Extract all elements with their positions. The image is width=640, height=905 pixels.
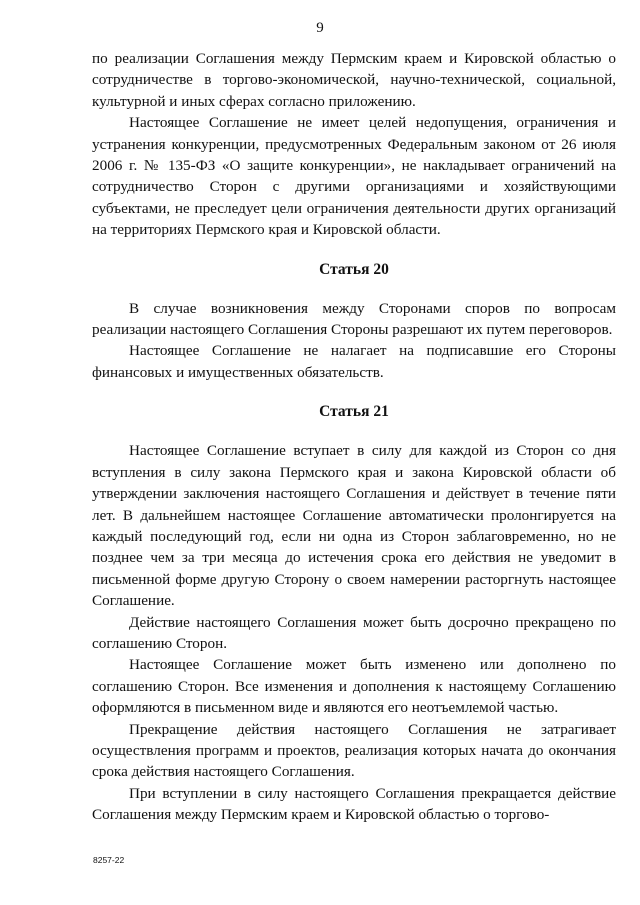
paragraph: Прекращение действия настоящего Соглашения не затрагивает осуществления программ и проектов, реализация которых начата до окончания срока действия настоящего Соглашения. (92, 720, 616, 781)
paragraph: Настоящее Соглашение не имеет целей недопущения, ограничения и устранения конкуренции, предусмотренных Федеральным законом от 26 июля 2006 г. № 135-ФЗ «О защите конкуренции», не накладывает ограничений на сотрудничество Сторон с другими организациями и хозяйствующими субъектами, не преследует цели ограничения деятельности других организаций на территориях Пермского края и Кировской области. (92, 114, 616, 239)
document-body (92, 48, 616, 826)
paragraph: по реализации Соглашения между Пермским краем и Кировской областью о сотрудничестве в торгово-экономической, научно-технической, социальной, культурной и иных сферах согласно приложению. (92, 50, 616, 110)
paragraph: Настоящее Соглашение не налагает на подписавшие его Стороны финансовых и имущественных обязательств. (92, 342, 616, 381)
article-heading: Статья 21 (319, 403, 389, 421)
paragraph: Настоящее Соглашение вступает в силу для каждой из Сторон со дня вступления в силу закона Пермского края и закона Кировской области об утверждении заключения настоящего Соглашения и действует в течение пяти лет. В дальнейшем настоящее Соглашение автоматически пролонгируется на каждый последующий год, если ни одна из Сторон заблаговременно, но не позднее чем за три месяца до истечения срока его действия не уведомит в письменной форме другую Сторону о своем намерении расторгнуть настоящее Соглашение. (92, 442, 616, 610)
paragraph: Настоящее Соглашение может быть изменено или дополнено по соглашению Сторон. Все изменения и дополнения к настоящему Соглашению оформляются в письменном виде и являются его неотъемлемой частью. (92, 656, 616, 717)
paragraph: При вступлении в силу настоящего Соглашения прекращается действие Соглашения между Пермским краем и Кировской областью о торгово- (92, 784, 616, 824)
paragraph: Действие настоящего Соглашения может быть досрочно прекращено по соглашению Сторон. (92, 613, 616, 652)
page-number: 9 (316, 20, 324, 36)
article-heading: Статья 20 (319, 260, 389, 278)
document-code: 8257-22 (93, 855, 125, 865)
paragraph: В случае возникновения между Сторонами споров по вопросам реализации настоящего Соглашения Стороны разрешают их путем переговоров. (92, 299, 616, 339)
